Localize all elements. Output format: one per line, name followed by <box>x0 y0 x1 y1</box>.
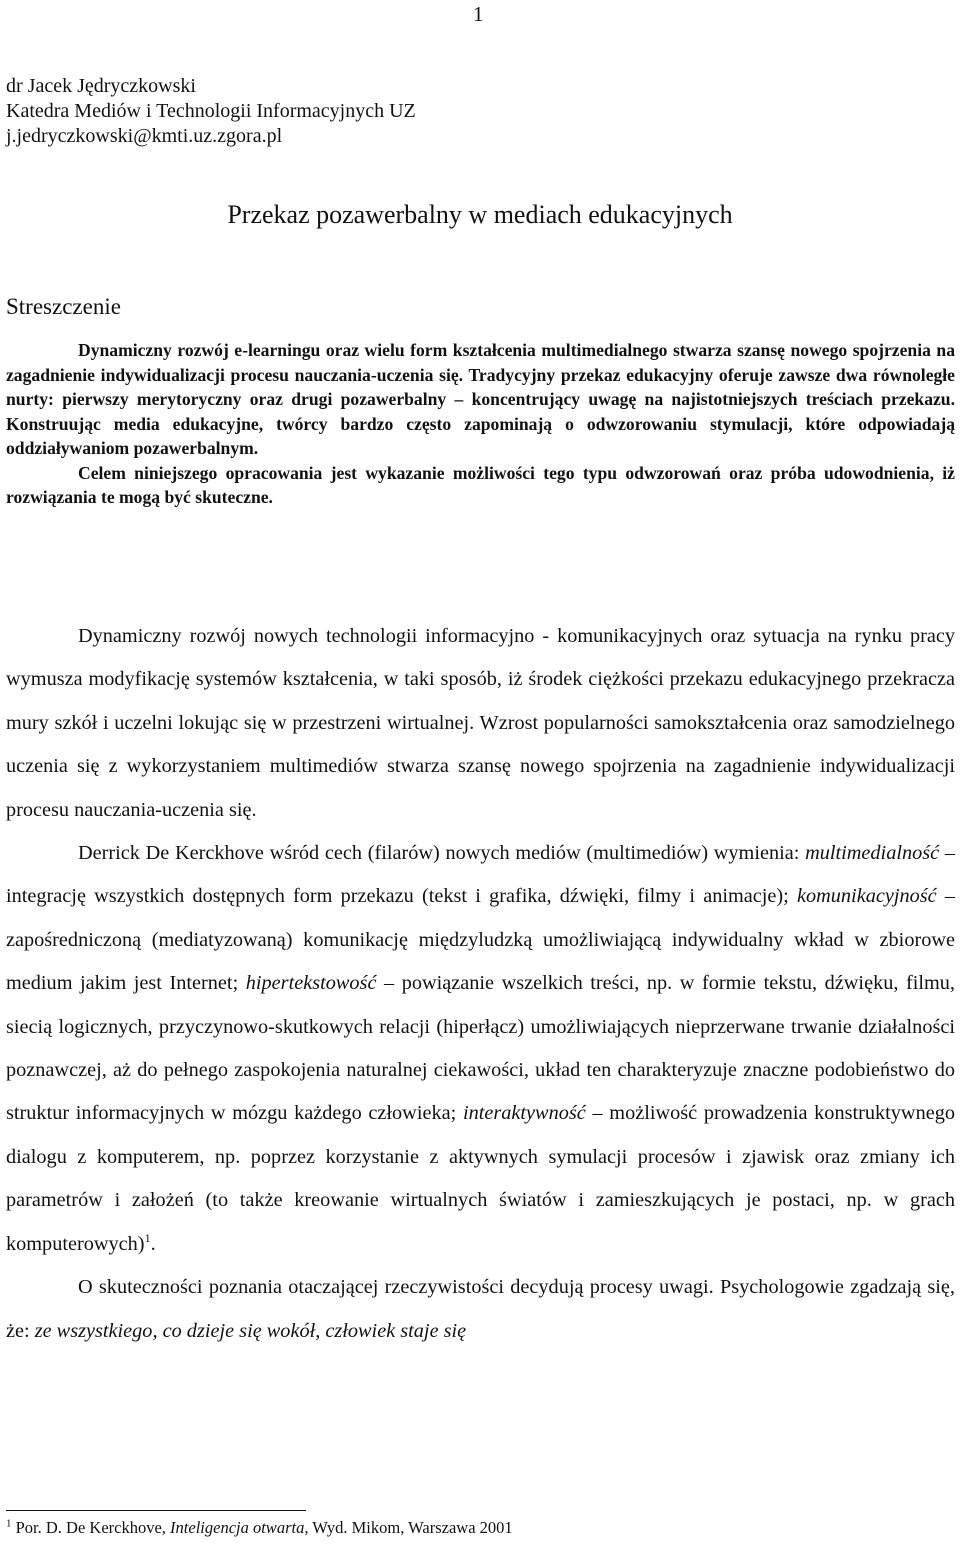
term-hipertekstowosc: hipertekstowość <box>245 972 377 995</box>
footnote <box>6 1518 513 1538</box>
text-span: O skuteczności poznania otaczającej rzeczywistości decydują procesy uwagi. Psychologowie zgadzają się, że: <box>6 1276 955 1342</box>
text-span: – możliwość prowadzenia konstruktywnego dialogu z komputerem, np. poprzez korzystanie z aktywnych symulacji procesów i zjawisk oraz zmiany ich parametrów i założeń (to także kreowanie wirtualnych światów i zamieszkujących je postaci, np. w grach komputerowych) <box>6 1102 955 1255</box>
footnote-text: Por. D. De Kerckhove, <box>11 1518 171 1537</box>
document-title: Przekaz pozawerbalny w mediach edukacyjnych <box>227 200 733 229</box>
quote: ze wszystkiego, co dzieje się wokół, człowiek staje się <box>34 1319 467 1342</box>
text-span: – integrację wszystkich dostępnych form przekazu (tekst i grafika, dźwięki, filmy i animacje); <box>6 842 955 908</box>
footnote-reference[interactable]: 1 <box>144 1230 151 1245</box>
author-block <box>6 74 416 149</box>
text-span: – zapośredniczoną (mediatyzowaną) komunikację międzyludzką umożliwiającą indywidualny wkład w zbiorowe medium jakim jest Internet; <box>6 885 955 995</box>
footnote-book-title: Inteligencja otwarta <box>170 1518 305 1537</box>
term-interaktywnosc: interaktywność <box>462 1102 586 1125</box>
footnote-number: 1 <box>6 1517 12 1530</box>
author-email: j.jedryczkowski@kmti.uz.zgora.pl <box>6 125 283 147</box>
text-span: Derrick De Kerckhove wśród cech (filarów) nowych mediów (multimediów) wymienia: <box>78 842 806 865</box>
abstract <box>6 338 955 510</box>
footnote-text: , Wyd. Mikom, Warszawa 2001 <box>304 1518 513 1537</box>
term-multimedialnosc: multimedialność <box>805 842 940 865</box>
text-span: – powiązanie wszelkich treści, np. w formie tekstu, dźwięku, filmu, siecią logicznych, przyczynowo-skutkowych relacji (hiperłącz) umożliwiających nieprzerwane trwanie działalności poznawczej, aż do pełnego zaspokojenia naturalnej ciekawości, układ ten charakteryzuje znaczne podobieństwo do struktur informacyjnych w mózgu każdego człowieka; <box>6 972 955 1125</box>
abstract-paragraph-1: Dynamiczny rozwój e-learningu oraz wielu form kształcenia multimedialnego stwarza szansę nowego spojrzenia na zagadnienie indywidualizacji procesu nauczania-uczenia się. Tradycyjny przekaz edukacyjny oferuje zawsze dwa równoległe nurty: pierwszy merytoryczny oraz drugi pozawerbalny – koncentrujący uwagę na najistotniejszych treściach przekazu. Konstruując media edukacyjne, twórcy bardzo często zapominają o odwzorowaniu stymulacji, które odpowiadają oddziaływaniom pozawerbalnym. <box>6 340 955 458</box>
abstract-heading: Streszczenie <box>6 294 121 319</box>
body-text <box>6 615 955 1353</box>
abstract-paragraph-2: Celem niniejszego opracowania jest wykazanie możliwości tego typu odwzorowań oraz próba udowodnienia, iż rozwiązania te mogą być skuteczne. <box>6 462 955 507</box>
page-number: 1 <box>473 2 484 26</box>
author-name: dr Jacek Jędryczkowski <box>6 75 196 97</box>
author-affiliation: Katedra Mediów i Technologii Informacyjnych UZ <box>6 100 416 122</box>
term-komunikacyjnosc: komunikacyjność <box>796 885 937 908</box>
body-paragraph-2 <box>6 832 955 1266</box>
footnote-separator <box>6 1510 306 1511</box>
body-paragraph-1: Dynamiczny rozwój nowych technologii informacyjno - komunikacyjnych oraz sytuacja na rynku pracy wymusza modyfikację systemów kształcenia, w taki sposób, iż środek ciężkości przekazu edukacyjnego przekracza mury szkół i uczelni lokując się w przestrzeni wirtualnej. Wzrost popularności samokształcenia oraz samodzielnego uczenia się z wykorzystaniem multimediów stwarza szansę nowego spojrzenia na zagadnienie indywidualizacji procesu nauczania-uczenia się. <box>6 625 955 821</box>
text-span: . <box>150 1232 156 1255</box>
body-paragraph-3 <box>6 1266 955 1353</box>
